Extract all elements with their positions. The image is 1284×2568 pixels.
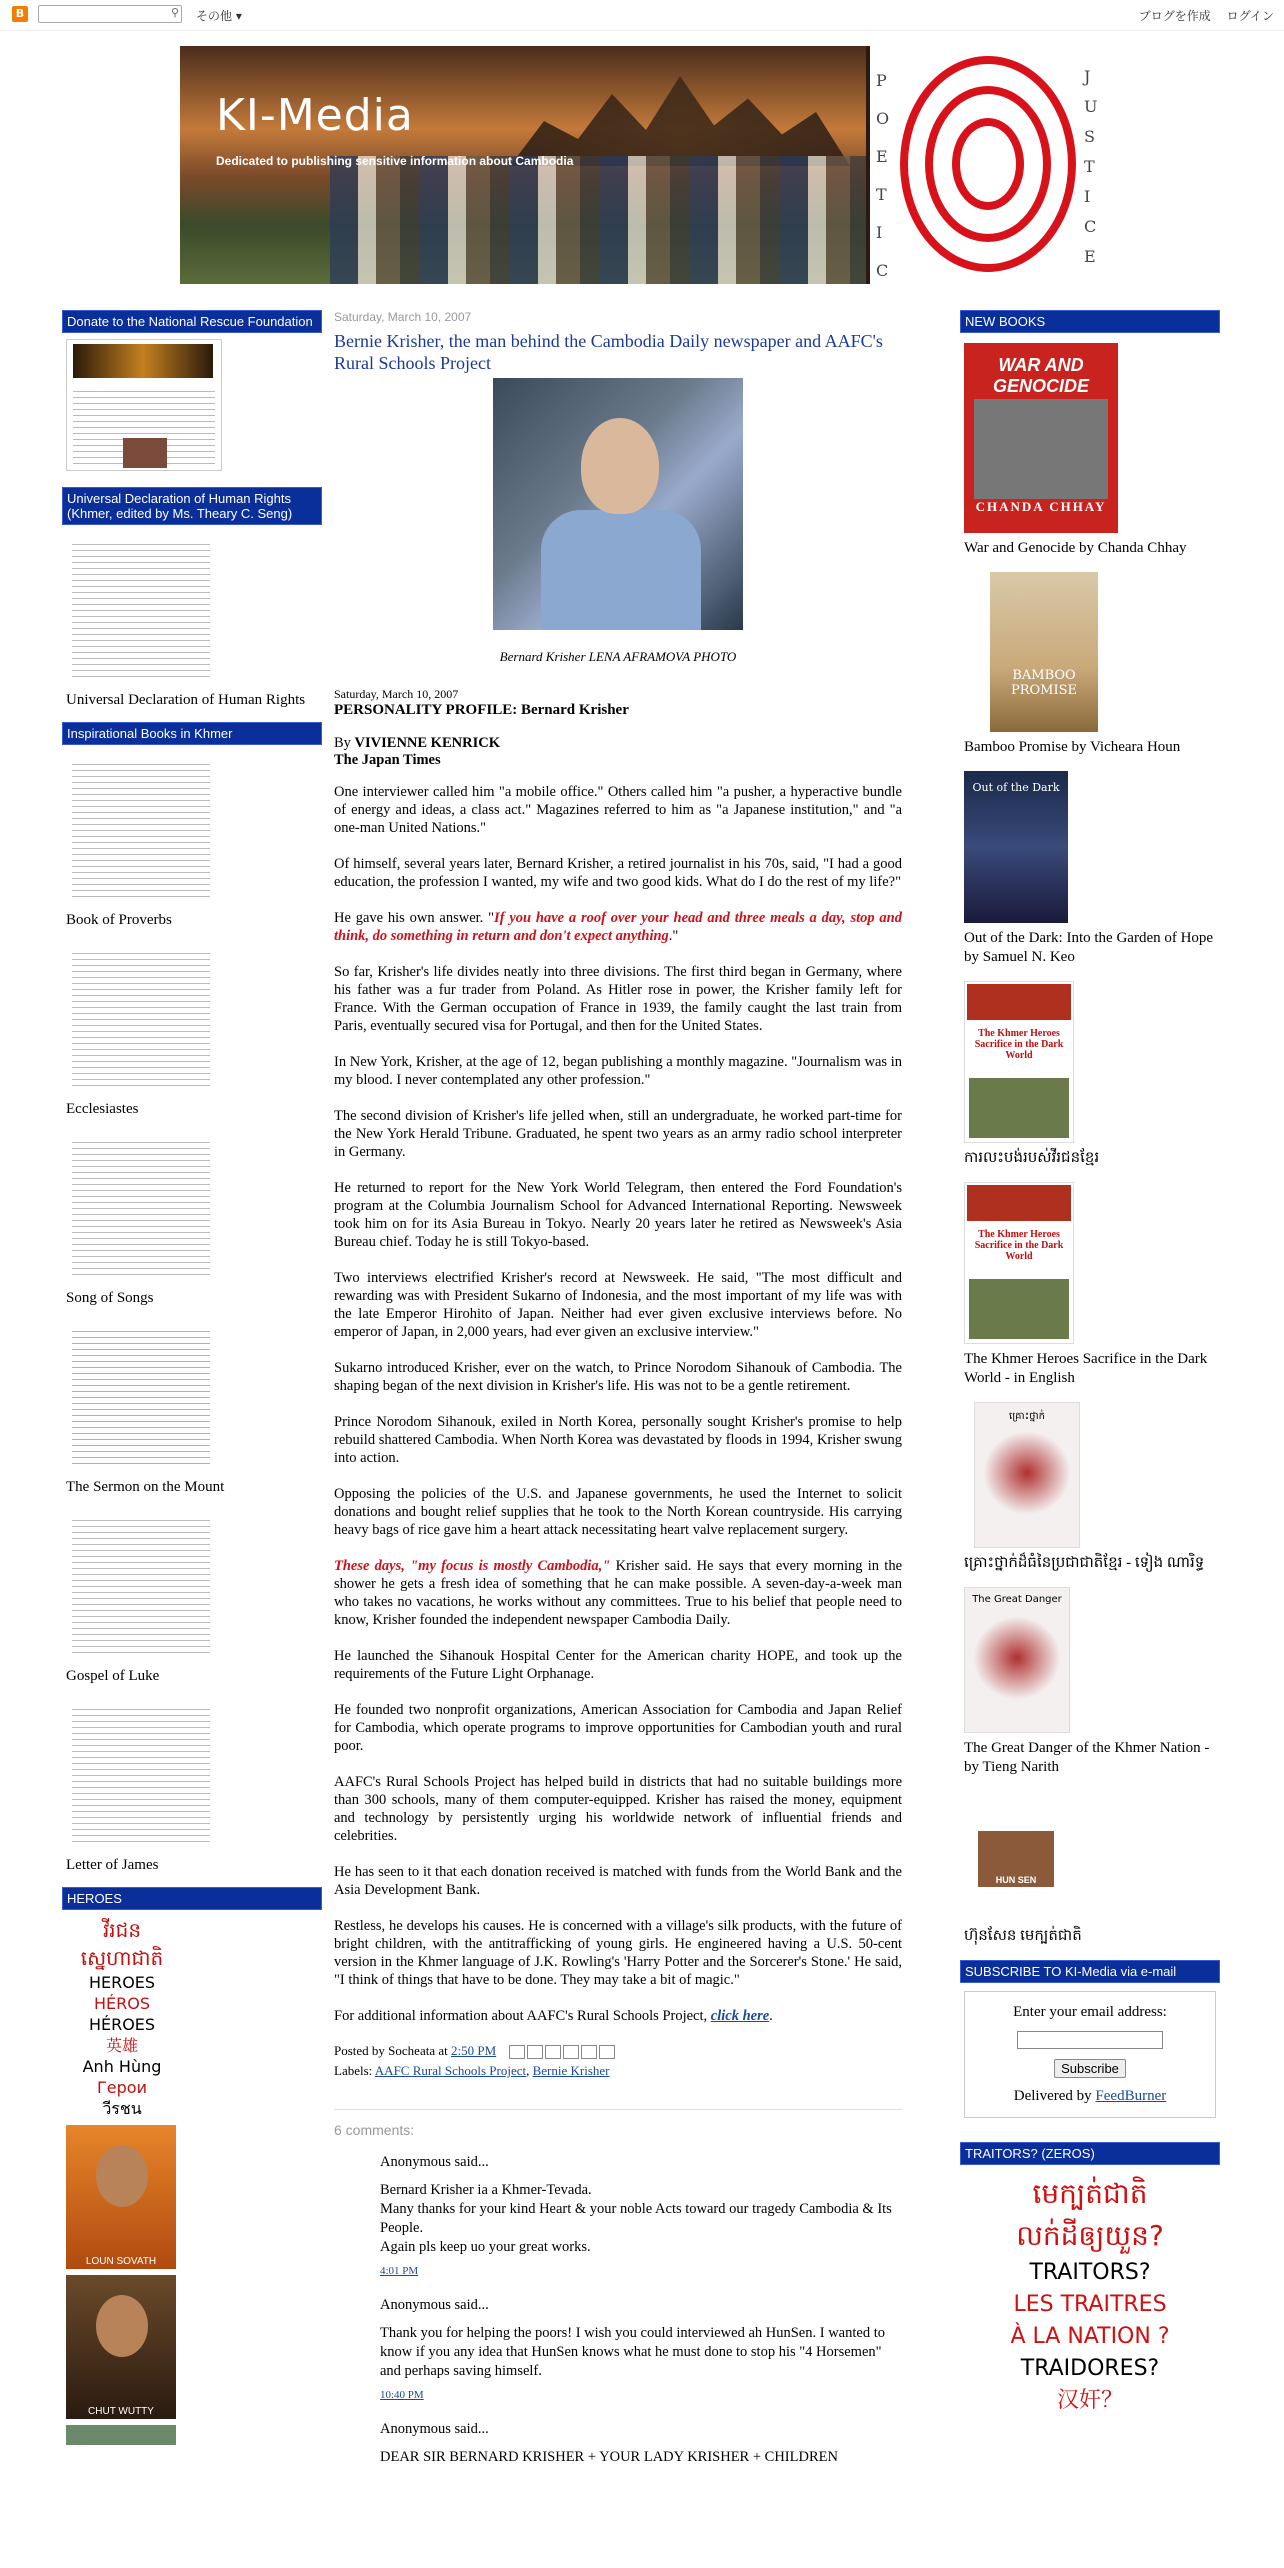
- book-cover[interactable]: [974, 1791, 1058, 1921]
- comment-timestamp[interactable]: 10:40 PM: [380, 2389, 424, 2402]
- hero-word: Герои: [97, 2078, 147, 2097]
- book-thumbnail[interactable]: [66, 1131, 216, 1281]
- cover-title: គ្រោះថ្នាក់: [1009, 1411, 1045, 1422]
- paragraph: These days, "my focus is mostly Cambodia," Krisher said. He says that every morning in the shower he gets a fresh idea of something that he can make possible. A seven-day-a-week man who takes no vacations, he works without any committees. True to his belief that people need to know, Krisher founded the independent newspaper Cambodia Daily.: [334, 1558, 902, 1628]
- hero-name: LOUN SOVATH: [85, 2256, 157, 2267]
- comment-author: Anonymous said...: [380, 2297, 489, 2314]
- hero-word: HÉROS: [93, 1994, 150, 2013]
- paragraph: He gave his own answer. "If you have a roof over your head and three meals a day, stop and think, do something in return and don't expect anything.": [334, 910, 903, 944]
- hero-word: วีรชน: [102, 2099, 142, 2118]
- book-caption: The Khmer Heroes Sacrifice in the Dark World - in English: [964, 1351, 1208, 1386]
- traitor-word: 汉奸？: [1056, 2388, 1123, 2413]
- paragraph: Two interviews electrified Krisher's record at Newsweek. He said, "The most difficult and rewarding was with President Sukarno of Indonesia, and the most important of my life was with the late Emperor Hirohito of Japan. Neither had ever given exclusive interviews before. No emperor of Japan, in 2,000 years, had ever given an exclusive interview.": [334, 1270, 902, 1340]
- subscribe-form: [964, 1991, 1216, 2118]
- paragraph: So far, Krisher's life divides neatly into three divisions. The first third began in Germany, where his father was a fur trader from Poland. As Hitler rose in power, the Krisher family left for France. With the German occupation of France in 1939, the family caught the last train from Paris, eventually secured visa for Portugal, and then for the United States.: [334, 964, 902, 1034]
- book-thumbnail[interactable]: [66, 1509, 216, 1659]
- facebook-share-icon[interactable]: [581, 2045, 597, 2059]
- book-caption: ការលះបង់របស់វីរជនខ្មែរ: [964, 1150, 1100, 1166]
- hero-word: ស្នេហាជាតិ: [80, 1946, 164, 1970]
- hero-word: វីរជន: [102, 1918, 142, 1942]
- left-sidebar: [62, 310, 322, 2445]
- book-caption: The Great Danger of the Khmer Nation - by Tieng Narith: [964, 1740, 1210, 1775]
- cover-title: The Khmer Heroes Sacrifice in the Dark World: [974, 1028, 1064, 1061]
- paragraph: He returned to report for the New York World Telegram, then entered the Ford Foundation's program at the Columbia Journalism School for Advanced International Reporting. Newsweek took him on for its Asia Bureau in Tokyo. Nearly 20 years later he retired as Newsweek's Asia Bureau chief. Today he is still Tokyo-based.: [334, 1180, 902, 1250]
- cover-title: The Great Danger: [972, 1594, 1062, 1605]
- profile-heading: PERSONALITY PROFILE: Bernard Krisher: [334, 702, 629, 718]
- paragraph: Restless, he develops his causes. He is concerned with a village's silk products, with the future of bright children, with the antitrafficking of young girls. He engineered having a U.S. 50-cent version in the Khmer language of J.K. Rowling's 'Harry Potter and the Sorcerer's Stone.' He said, "I think of things that have to be done. They may take a bit of magic.": [334, 1918, 902, 1988]
- paragraph: Of himself, several years later, Bernard Krisher, a retired journalist in his 70s, said, "I had a good education, the profession I wanted, my wife and two good kids. What do I do the rest of my life?": [334, 856, 902, 890]
- traitor-word: TRAITORS?: [1029, 2260, 1151, 2285]
- paragraph: Opposing the policies of the U.S. and Japanese governments, he used the Internet to solicit donations and bought relief supplies that he took to the North Korean countryside. His carrying heavy bags of rice gave him a heart attack necessitating heart valve replacement surgery.: [334, 1486, 902, 1538]
- comment: [380, 2421, 902, 2467]
- book-caption: គ្រោះថ្នាក់ដ៏ធំនៃប្រជាជាតិខ្មែរ - ទៀង ណារិទ្ធ: [964, 1555, 1205, 1571]
- hero-photo[interactable]: [66, 2275, 176, 2419]
- heroes-words: [62, 1916, 182, 2119]
- book-cover[interactable]: [964, 343, 1118, 533]
- labels-prefix: Labels:: [334, 2063, 375, 2079]
- book-caption: Gospel of Luke: [66, 1668, 160, 1684]
- pinterest-share-icon[interactable]: [599, 2045, 615, 2059]
- posted-by: Posted by Socheata at: [334, 2043, 451, 2058]
- quote-highlight: These days, "my focus is mostly Cambodia,": [334, 1558, 611, 1574]
- book-caption: Ecclesiastes: [66, 1101, 139, 1117]
- paragraph: One interviewer called him "a mobile office." Others called him "a pusher, a hyperactive bundle of energy and ideas, a class act." Magazines referred to him as "a Japanese institution," and "a one-man United Nations.": [334, 784, 902, 836]
- traitors-image[interactable]: [960, 2173, 1220, 2417]
- site-tagline: Dedicated to publishing sensitive information about Cambodia: [216, 154, 574, 168]
- donate-thumbnail[interactable]: [66, 339, 222, 471]
- traitor-word: À LA NATION ?: [1010, 2324, 1170, 2349]
- header-banner[interactable]: [180, 46, 1104, 284]
- cover-title: The Khmer Heroes Sacrifice in the Dark World: [974, 1229, 1064, 1262]
- paragraph: For additional information about AAFC's Rural Schools Project, click here.: [334, 2008, 773, 2024]
- khmer-books-list: [62, 753, 322, 1875]
- new-books-title: NEW BOOKS: [960, 310, 1220, 333]
- book-caption: ហ៊ុនសែន មេក្បត់ជាតិ: [964, 1928, 1082, 1944]
- udhr-thumbnail[interactable]: [66, 533, 216, 683]
- book-cover[interactable]: [990, 572, 1098, 732]
- blogger-navbar: [0, 0, 1284, 31]
- paragraph: He launched the Sihanouk Hospital Center for the American charity HOPE, and took up the requirements of the Future Light Orphanage.: [334, 1648, 902, 1682]
- blogger-logo-icon[interactable]: B: [12, 6, 28, 22]
- book-caption: War and Genocide by Chanda Chhay: [964, 540, 1187, 556]
- book-thumbnail[interactable]: [66, 1698, 216, 1848]
- book-thumbnail[interactable]: [66, 1320, 216, 1470]
- paragraph: He founded two nonprofit organizations, American Association for Cambodia and Japan Relief for Cambodia, which operate programs to improve opportunities for Cambodian youth and rural poor.: [334, 1702, 902, 1754]
- subscribe-button[interactable]: Subscribe: [1054, 2059, 1126, 2078]
- post-labels: Labels: AAFC Rural Schools Project, Bernie Krisher: [334, 2063, 610, 2079]
- comment-body: DEAR SIR BERNARD KRISHER + YOUR LADY KRISHER + CHILDREN: [380, 2449, 838, 2466]
- hero-word: HEROES: [88, 1973, 156, 1992]
- book-caption: Letter of James: [66, 1857, 159, 1873]
- traitor-word: TRAIDORES?: [1020, 2356, 1160, 2381]
- more-menu[interactable]: その他 ▾: [196, 9, 242, 23]
- donate-title: Donate to the National Rescue Foundation: [62, 310, 322, 333]
- quote-highlight: If you have a roof over your head and three meals a day, stop and think, do something in return and don't expect anything: [334, 910, 903, 944]
- subscribe-title: SUBSCRIBE TO KI-Media via e-mail: [960, 1960, 1220, 1983]
- book-cover[interactable]: [964, 771, 1068, 923]
- book-thumbnail[interactable]: [66, 753, 216, 903]
- twitter-share-icon[interactable]: [563, 2045, 579, 2059]
- book-caption: The Sermon on the Mount: [66, 1479, 225, 1495]
- crowd-photo: [330, 156, 866, 284]
- paragraph: He has seen to it that each donation received is matched with funds from the World Bank and the Asia Development Bank.: [334, 1864, 902, 1898]
- email-post-icon[interactable]: [509, 2045, 525, 2059]
- traitor-word: LES TRAITRES: [1013, 2292, 1167, 2317]
- comment-timestamp[interactable]: 4:01 PM: [380, 2265, 419, 2278]
- paragraph: In New York, Krisher, at the age of 12, began publishing a monthly magazine. "Journalism was in my blood. I never contemplated any other profession.": [334, 1054, 902, 1088]
- book-cover[interactable]: [964, 1182, 1074, 1344]
- cover-title: WAR AND GENOCIDE: [992, 355, 1089, 396]
- comment: [380, 2297, 902, 2401]
- more-label: その他: [196, 9, 233, 23]
- traitors-title: TRAITORS? (ZEROS): [960, 2142, 1220, 2165]
- heroes-title: HEROES: [62, 1887, 322, 1910]
- book-caption: Bamboo Promise by Vicheara Houn: [964, 739, 1181, 755]
- book-caption: Song of Songs: [66, 1290, 154, 1306]
- cover-title: BAMBOO PROMISE: [1010, 668, 1078, 698]
- login-link[interactable]: ログイン: [1226, 9, 1274, 23]
- feedburner-link[interactable]: FeedBurner: [1095, 2088, 1167, 2104]
- book-cover[interactable]: [974, 1402, 1080, 1548]
- paragraph: Prince Norodom Sihanouk, exiled in North Korea, personally sought Krisher's promise to help rebuild shattered Cambodia. When North Korea was devastated by floods in 1994, Krisher swung into action.: [334, 1414, 902, 1466]
- justice-text: JUSTICE: [1084, 67, 1098, 266]
- book-caption: Book of Proverbs: [66, 912, 172, 928]
- email-input[interactable]: [1017, 2031, 1163, 2049]
- udhr-caption: Universal Declaration of Human Rights: [66, 692, 306, 708]
- source-name: The Japan Times: [334, 752, 441, 768]
- krisher-photo: [493, 378, 743, 630]
- blogthis-icon[interactable]: [545, 2045, 561, 2059]
- create-blog-link[interactable]: ブログを作成: [1138, 9, 1211, 23]
- paragraph: Sukarno introduced Krisher, ever on the watch, to Prince Norodom Sihanouk of Cambodia. The shaping began of the next division in Krisher's life. His was not to be a gentle retirement.: [334, 1360, 902, 1394]
- hero-word: 英雄: [105, 2036, 138, 2055]
- paragraph: AAFC's Rural Schools Project has helped build in districts that had no suitable buildings more than 300 schools, many of them computer-equipped. Krisher has raised the money, equipment and technology by persistently urging his worldwide network of influential friends and celebrities.: [334, 1774, 902, 1844]
- hero-photo[interactable]: [66, 2125, 176, 2269]
- poetic-justice-target: [870, 46, 1104, 284]
- label-link[interactable]: AAFC Rural Schools Project: [374, 2063, 527, 2079]
- poetic-text: POETIC: [876, 71, 890, 280]
- delivered-by: Delivered by: [1013, 2088, 1096, 2104]
- cover-author: CHANDA CHHAY: [975, 499, 1107, 514]
- traitor-word: មេក្បត់ជាតិ: [1032, 2177, 1148, 2210]
- books-khmer-title: Inspirational Books in Khmer: [62, 722, 322, 745]
- cover-title: HUN SEN: [995, 1875, 1037, 1885]
- comment-body: Thank you for helping the poors! I wish you could interviewed ah HunSen. I wanted to know if you any idea that HunSen knows what he must done to stop his "4 Horsemen" and perhaps saving himself.: [380, 2325, 885, 2380]
- book-thumbnail[interactable]: [66, 942, 216, 1092]
- by-prefix: By: [334, 735, 355, 751]
- hero-name: CHUT WUTTY: [88, 2406, 154, 2417]
- book-caption: Out of the Dark: Into the Garden of Hope by Samuel N. Keo: [964, 930, 1214, 965]
- post-title[interactable]: Bernie Krisher, the man behind the Cambodia Daily newspaper and AAFC's Rural Schools Project: [334, 331, 883, 373]
- paragraph: The second division of Krisher's life jelled when, still an undergraduate, he worked part-time for the New York Herald Tribune. Graduated, he spent two years as an army radio school interpreter in Germany.: [334, 1108, 902, 1160]
- post-time-link[interactable]: 2:50 PM: [450, 2043, 497, 2058]
- hero-word: Anh Hùng: [82, 2057, 162, 2076]
- book-cover[interactable]: [964, 981, 1074, 1143]
- book-cover[interactable]: [964, 1587, 1070, 1733]
- site-title: KI-Media: [216, 90, 414, 141]
- search-input[interactable]: [38, 5, 182, 23]
- cover-title: Out of the Dark: [972, 781, 1060, 794]
- subscribe-prompt: Enter your email address:: [1013, 2004, 1167, 2020]
- main-post: [334, 310, 902, 2487]
- photo-caption: Bernard Krisher LENA AFRAMOVA PHOTO: [499, 649, 737, 664]
- search-icon[interactable]: ⚲: [170, 6, 179, 19]
- post-small-date: Saturday, March 10, 2007: [334, 687, 459, 701]
- hero-photo[interactable]: [66, 2425, 176, 2445]
- hero-word: HÉROES: [88, 2015, 156, 2034]
- right-sidebar: [960, 310, 1220, 2417]
- label-link[interactable]: Bernie Krisher: [532, 2063, 610, 2079]
- post-footer: [334, 2043, 902, 2059]
- author-name: VIVIENNE KENRICK: [354, 735, 500, 751]
- comments-header: 6 comments:: [334, 2109, 902, 2138]
- comment-author: Anonymous said...: [380, 2421, 489, 2438]
- udhr-title: Universal Declaration of Human Rights (Khmer, edited by Ms. Theary C. Seng): [62, 487, 322, 525]
- comment-author: Anonymous said...: [380, 2154, 489, 2171]
- click-here-link[interactable]: click here: [710, 2008, 770, 2024]
- email-share-icon[interactable]: [527, 2045, 543, 2059]
- comment-body: Bernard Krisher ia a Khmer-Tevada. Many thanks for your kind Heart & your noble Acts toward our tragedy Cambodia & Its People. Again pls keep uo your great works.: [380, 2182, 892, 2256]
- comment: [380, 2154, 902, 2277]
- traitor-word: លក់ដីឲ្យយួន?: [1016, 2219, 1164, 2252]
- post-date-header: Saturday, March 10, 2007: [334, 310, 472, 324]
